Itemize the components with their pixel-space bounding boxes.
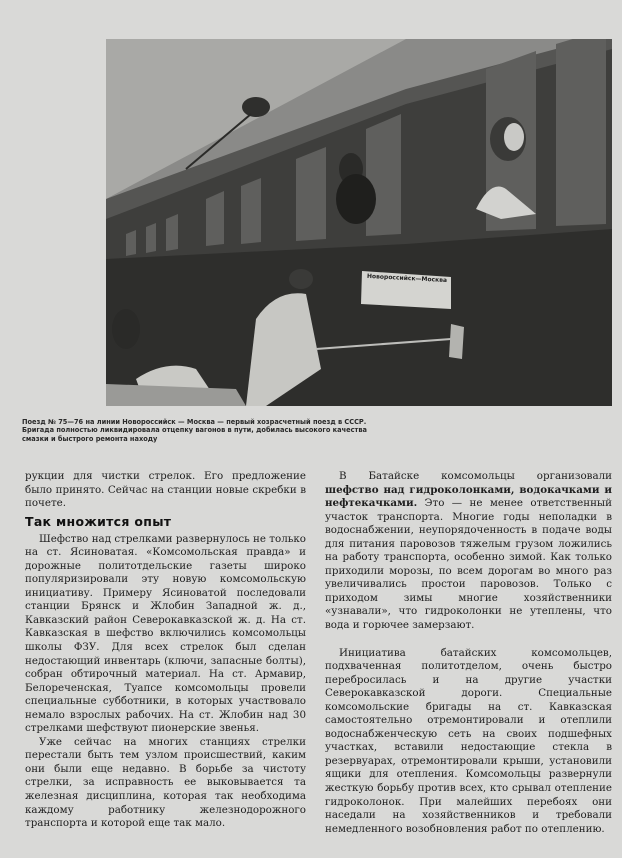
section-heading: Так множится опыт [25,513,172,529]
right-column [325,470,612,836]
article-paragraph: Уже сейчас на многих станциях стрелки перестали быть тем узлом происшествий, каким они были еще недавно. В борьбе за чистоту стрелки, за исправность ее выковывается та железная дисциплина, которая так необходима каждому работнику железнодорожного транспорта и которой еще так мало. [25,735,306,830]
photo-caption [22,418,412,443]
caption-line: Поезд № 75—76 на линии Новороссийск — Москва — первый хозрасчетный поезд в СССР. [22,418,367,426]
destination-sign-text: Новороссийск—Москва [366,272,448,285]
paragraph-text: Это — не менее ответственный участок транспорта. Многие годы неполадки в водоснабжении, неупорядоченность в подаче воды для питания паровозов тяжелым грузом ложились на работу транспорта, особенно зимой. Как только приходили морозы, по всем дорогам во много раз увеличивались простои паровозов. Только с приходом зимы многие хозяйственники «узнавали», что гидроколонки не утеплены, что вода и горючее замерзают. [325,497,612,632]
emphasized-text: шефство над гидроколонками, водокачками и нефтекачками. [325,483,612,510]
train-photo [106,39,612,406]
train-photo-illustration [106,39,612,406]
continued-paragraph: рукции для чистки стрелок. Его предложение было принято. Сейчас на станции новые скребки в почете. [25,470,306,510]
left-column [25,470,306,831]
caption-line: Бригада полностью ликвидировала отцепку вагонов в пути, добилась высокого качества [22,426,367,435]
article-paragraph: Инициатива батайских комсомольцев, подхваченная политотделом, очень быстро перебросилась и на другие участки Северокавказской дороги. Специальные комсомольские бригады на ст. Кавказская самостоятельно отремонтировали и отеплили водоснабженческую сеть на своих подшефных участках, вставили недостающие стекла в резервуарах, отремонтировали крыши, установили ящики для отепления. Комсомольцы развернули жесткую борьбу против всех, кто срывал отепление гидроколонок. При малейших перебоях они наседали на хозяйственников и требовали немедленного возобновления работ по отеплению. [325,646,612,835]
caption-line: смазки и быстрого ремонта находу [22,434,158,443]
article-paragraph [325,470,612,633]
article-paragraph: Шефство над стрелками развернулось не только на ст. Ясиноватая. «Комсомольская правда» и дорожные политотдельские газеты широко популяризировали эту новую комсомольскую инициативу. Примеру Ясиноватой последовали станции Брянск и Жлобин Западной ж. д., Кавказский район Северокавказской ж. д. На ст. Кавказская в шефство включились комсомольцы школы ФЗУ. Для всех стрелок был сделан недостающий инвентарь (ключи, запасные болты), собран обтирочный материал. На ст. Армавир, Белореченская, Туапсе комсомольцы провели специальные субботники, в которых участвовало немало взрослых рабочих. На ст. Жлобин над 30 стрелками шефствуют пионерские звенья. [25,532,306,735]
paragraph-text: В Батайске комсомольцы организовали [339,470,612,482]
